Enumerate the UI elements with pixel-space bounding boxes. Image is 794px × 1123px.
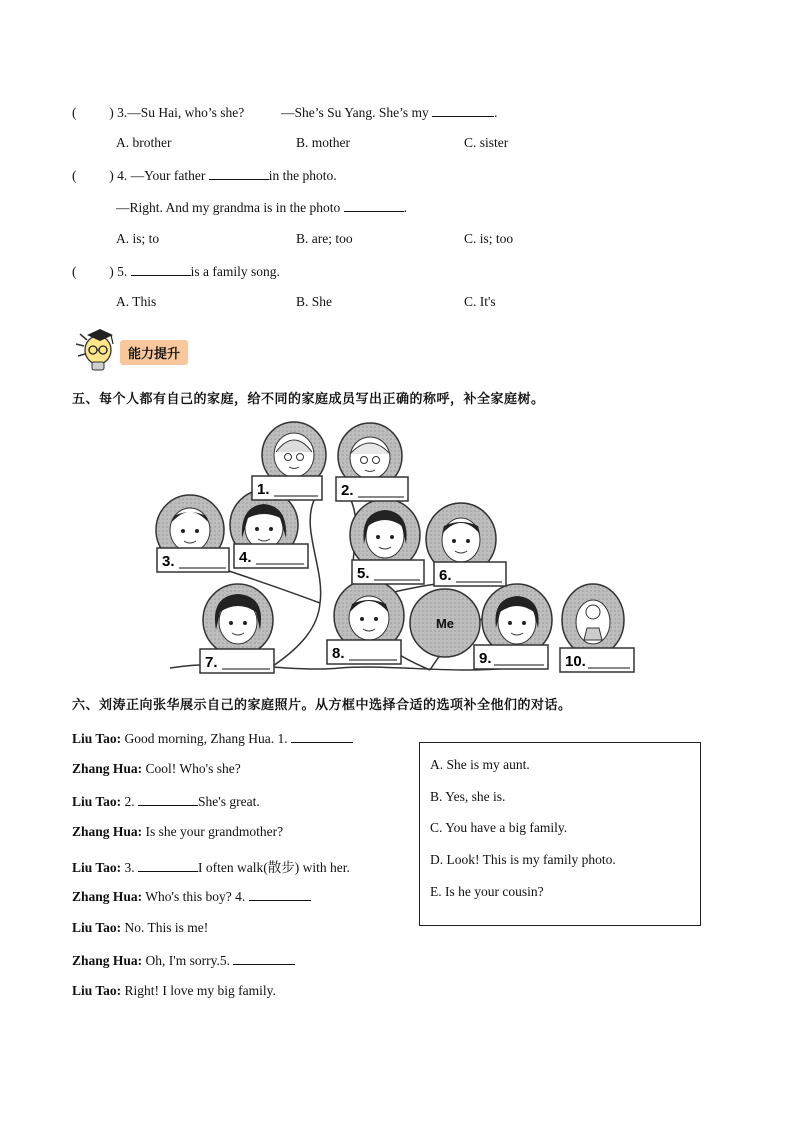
section-badge	[70, 326, 210, 376]
choice-a[interactable]: A. She is my aunt.	[430, 757, 530, 772]
answer-paren-close: )	[109, 105, 114, 120]
label-box-2[interactable]	[336, 477, 408, 501]
question-3: ( ) 3.—Su Hai, who’s she? —She’s Su Yang. She’s my .	[72, 105, 498, 120]
svg-text:2.: 2.	[341, 482, 354, 499]
speaker: Liu Tao:	[72, 860, 122, 875]
option-b[interactable]: B. are; too	[296, 231, 353, 246]
question-4: ( ) 4. —Your father in the photo.	[72, 168, 337, 183]
answer-blank[interactable]	[249, 888, 311, 901]
answer-blank[interactable]	[432, 104, 494, 117]
svg-text:4.: 4.	[239, 549, 252, 566]
family-member-frame	[562, 584, 624, 656]
speaker: Liu Tao:	[72, 731, 122, 746]
dialogue-line: Zhang Hua: Oh, I'm sorry.5.	[72, 952, 295, 969]
dialogue-line: Zhang Hua: Who's this boy? 4.	[72, 888, 311, 905]
label-box-5[interactable]	[352, 560, 424, 584]
family-member-frame	[203, 584, 273, 656]
label-box-9[interactable]	[474, 645, 548, 669]
choice-e[interactable]: E. Is he your cousin?	[430, 884, 544, 899]
option-a[interactable]: A. is; to	[116, 231, 160, 246]
speaker: Zhang Hua:	[72, 953, 143, 968]
label-box-1[interactable]	[252, 476, 322, 500]
speaker: Zhang Hua:	[72, 889, 143, 904]
me-frame	[410, 589, 480, 657]
answer-paren-open: (	[72, 264, 77, 279]
speaker: Zhang Hua:	[72, 761, 143, 776]
speaker: Zhang Hua:	[72, 824, 143, 839]
answer-blank[interactable]	[233, 952, 295, 965]
label-box-7[interactable]	[200, 649, 274, 673]
question-3-answer: —She’s Su Yang. She’s my	[281, 105, 429, 120]
question-5-stem: 5.	[117, 264, 128, 279]
family-tree-illustration	[150, 418, 640, 680]
dialogue-line: Liu Tao: No. This is me!	[72, 920, 209, 935]
section-5-title: 五、每个人都有自己的家庭，给不同的家庭成员写出正确的称呼，补全家庭树。	[72, 392, 545, 407]
speaker: Liu Tao:	[72, 983, 122, 998]
choice-b[interactable]: B. Yes, she is.	[430, 789, 506, 804]
answer-blank[interactable]	[209, 167, 269, 180]
answer-blank[interactable]	[131, 263, 191, 276]
dialogue-line: Liu Tao: Good morning, Zhang Hua. 1.	[72, 730, 353, 747]
svg-text:8.: 8.	[332, 645, 345, 662]
choice-c[interactable]: C. You have a big family.	[430, 820, 568, 835]
question-4-line2: —Right. And my grandma is in the photo .	[116, 200, 407, 215]
option-c[interactable]: C. sister	[464, 135, 509, 150]
section-badge-label: 能力提升	[120, 340, 188, 365]
svg-text:9.: 9.	[479, 650, 492, 667]
answer-paren-close: )	[109, 168, 114, 183]
label-box-10[interactable]	[560, 648, 634, 672]
label-box-3[interactable]	[157, 548, 229, 572]
label-box-8[interactable]	[327, 640, 401, 664]
choices-box	[419, 742, 701, 926]
section-6-title: 六、刘涛正向张华展示自己的家庭照片。从方框中选择合适的选项补全他们的对话。	[72, 698, 572, 713]
dialogue-line: Zhang Hua: Is she your grandmother?	[72, 824, 284, 839]
option-a[interactable]: A. brother	[116, 135, 172, 150]
option-a[interactable]: A. This	[116, 294, 157, 309]
answer-blank[interactable]	[291, 730, 353, 743]
question-3-stem: 3.—Su Hai, who’s she?	[117, 105, 245, 120]
svg-text:10.: 10.	[565, 653, 586, 670]
option-c[interactable]: C. It's	[464, 294, 496, 309]
svg-text:1.: 1.	[257, 481, 270, 498]
dialogue-line: Liu Tao: Right! I love my big family.	[72, 983, 276, 998]
answer-blank[interactable]	[344, 199, 404, 212]
answer-paren-open: (	[72, 168, 77, 183]
label-box-6[interactable]	[434, 562, 506, 586]
question-5: ( ) 5. is a family song.	[72, 264, 280, 279]
svg-text:6.: 6.	[439, 567, 452, 584]
svg-text:5.: 5.	[357, 565, 370, 582]
dialogue-line: Liu Tao: 3. I often walk(散步) with her.	[72, 860, 350, 875]
svg-text:7.: 7.	[205, 654, 218, 671]
dialogue-line: Zhang Hua: Cool! Who's she?	[72, 761, 241, 776]
answer-paren-close: )	[109, 264, 114, 279]
dialogue-line: Liu Tao: 2. She's great.	[72, 794, 260, 809]
svg-text:3.: 3.	[162, 553, 175, 570]
answer-blank[interactable]	[138, 793, 198, 806]
me-label: Me	[435, 616, 455, 631]
answer-paren-open: (	[72, 105, 77, 120]
answer-blank[interactable]	[138, 859, 198, 872]
choice-d[interactable]: D. Look! This is my family photo.	[430, 852, 616, 867]
speaker: Liu Tao:	[72, 920, 122, 935]
option-b[interactable]: B. mother	[296, 135, 350, 150]
option-c[interactable]: C. is; too	[464, 231, 514, 246]
option-b[interactable]: B. She	[296, 294, 333, 309]
question-4-stem: 4. —Your father	[117, 168, 206, 183]
label-box-4[interactable]	[234, 544, 308, 568]
speaker: Liu Tao:	[72, 794, 122, 809]
